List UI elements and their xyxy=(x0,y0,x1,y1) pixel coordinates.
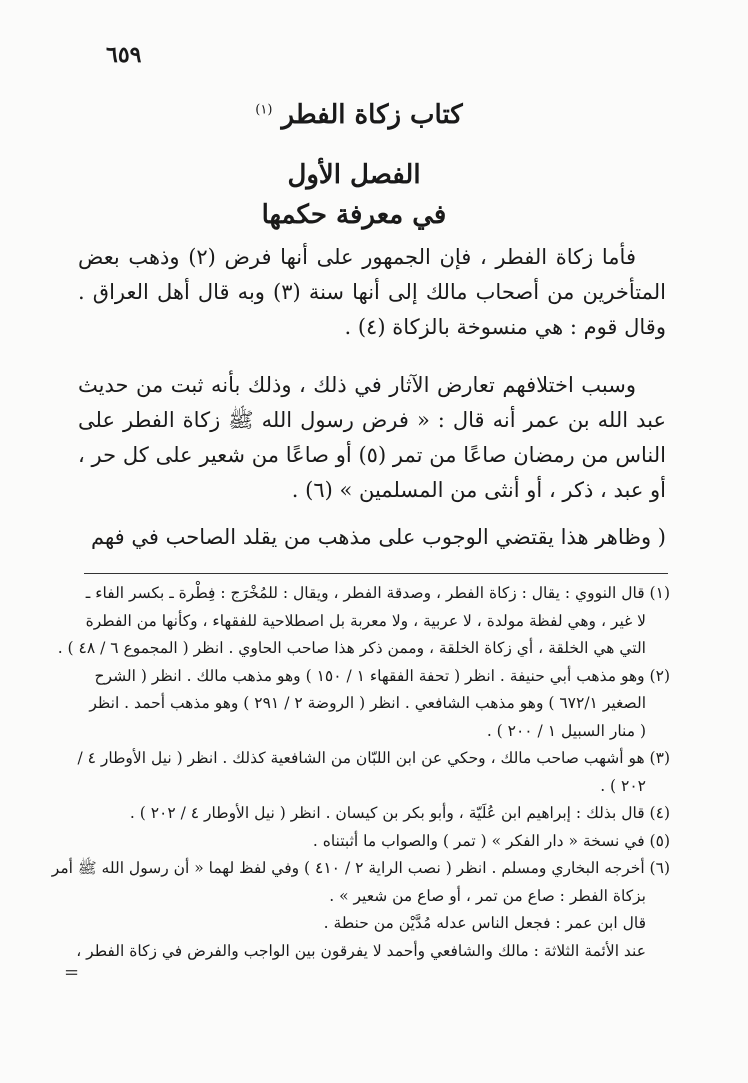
margin-mark: = xyxy=(64,962,80,983)
footnote-line: (٦) أخرجه البخاري ومسلم . انظر ( نصب الراية ٢ / ٤١٠ ) وفي لفظ لهما « أن رسول الله ﷺ أمر xyxy=(51,859,670,877)
book-title-text: كتاب زكاة الفطر xyxy=(281,100,463,130)
body-paragraph-2: وسبب اختلافهم تعارض الآثار في ذلك ، وذلك بأنه ثبت من حديث عبد الله بن عمر أنه قال : « فرض رسول الله ﷺ زكاة الفطر على الناس من رمضان صاعًا من تمر (٥) أو صاعًا من شعير على كل حر ، أو عبد ، ذكر ، أو أنثى من المسلمين » (٦) . xyxy=(78,373,667,502)
footnotes xyxy=(51,580,670,965)
footnote-line: الصغير ٦٧٢/١ ) وهو مذهب الشافعي . انظر ( الروضة ٢ / ٢٩١ ) وهو مذهب أحمد . انظر xyxy=(89,694,646,712)
page-number: ٦٥٩ xyxy=(106,42,142,68)
chapter-title-line2: في معرفة حكمها xyxy=(261,200,447,230)
book-title-footnote-ref: (١) xyxy=(255,102,273,118)
footnote-line: التي هي الخلقة ، أي زكاة الخلقة ، وممن ذكر هذا صاحب الحاوي . انظر ( المجموع ٦ / ٤٨ ) . xyxy=(57,639,646,657)
footnote-separator xyxy=(84,573,668,574)
footnote-line: (٢) وهو مذهب أبي حنيفة . انظر ( تحفة الفقهاء ١ / ١٥٠ ) وهو مذهب مالك . انظر ( الشرح xyxy=(94,666,670,685)
footnote-line: (٥) في نسخة « دار الفكر » ( تمر ) والصواب ما أثبتناه . xyxy=(312,831,670,850)
body-paragraph-3: ( وظاهر هذا يقتضي الوجوب على مذهب من يقلد الصاحب في فهم xyxy=(91,525,666,549)
footnote-line: (٤) قال بذلك : إبراهيم ابن عُلَيّة ، وأبو بكر بن كيسان . انظر ( نيل الأوطار ٤ / ٢٠٢ ) . xyxy=(129,804,670,822)
footnote-line: ٢٠٢ ) . xyxy=(600,776,646,795)
footnote-line: قال ابن عمر : فجعل الناس عدله مُدَّيْن من حنطة . xyxy=(323,914,646,932)
footnote-line: ( منار السبيل ١ / ٢٠٠ ) . xyxy=(486,721,646,740)
book-title xyxy=(0,100,748,130)
body-paragraph-1: فأما زكاة الفطر ، فإن الجمهور على أنها فرض (٢) وذهب بعض المتأخرين من أصحاب مالك إلى أنها سنة (٣) وبه قال أهل العراق . وقال قوم : هي منسوخة بالزكاة (٤) . xyxy=(78,245,667,339)
chapter-title-line1: الفصل الأول xyxy=(287,160,421,190)
footnote-line: (١) قال النووي : يقال : زكاة الفطر ، وصدقة الفطر ، ويقال : للمُخْرَج : فِطْرة ـ بكسر الفاء ـ xyxy=(85,584,670,602)
footnote-line: (٣) هو أشهب صاحب مالك ، وحكي عن ابن اللبّان من الشافعية كذلك . انظر ( نيل الأوطار ٤ / xyxy=(77,749,670,767)
footnote-line: بزكاة الفطر : صاع من تمر ، أو صاع من شعير » . xyxy=(329,886,646,905)
footnote-line: لا غير ، وهي لفظة مولدة ، لا عربية ، ولا معربة بل اصطلاحية للفقهاء ، وكأنها من الفطرة xyxy=(85,611,646,630)
footnote-line: عند الأئمة الثلاثة : مالك والشافعي وأحمد لا يفرقون بين الواجب والفرض في زكاة الفطر ، xyxy=(76,941,646,960)
